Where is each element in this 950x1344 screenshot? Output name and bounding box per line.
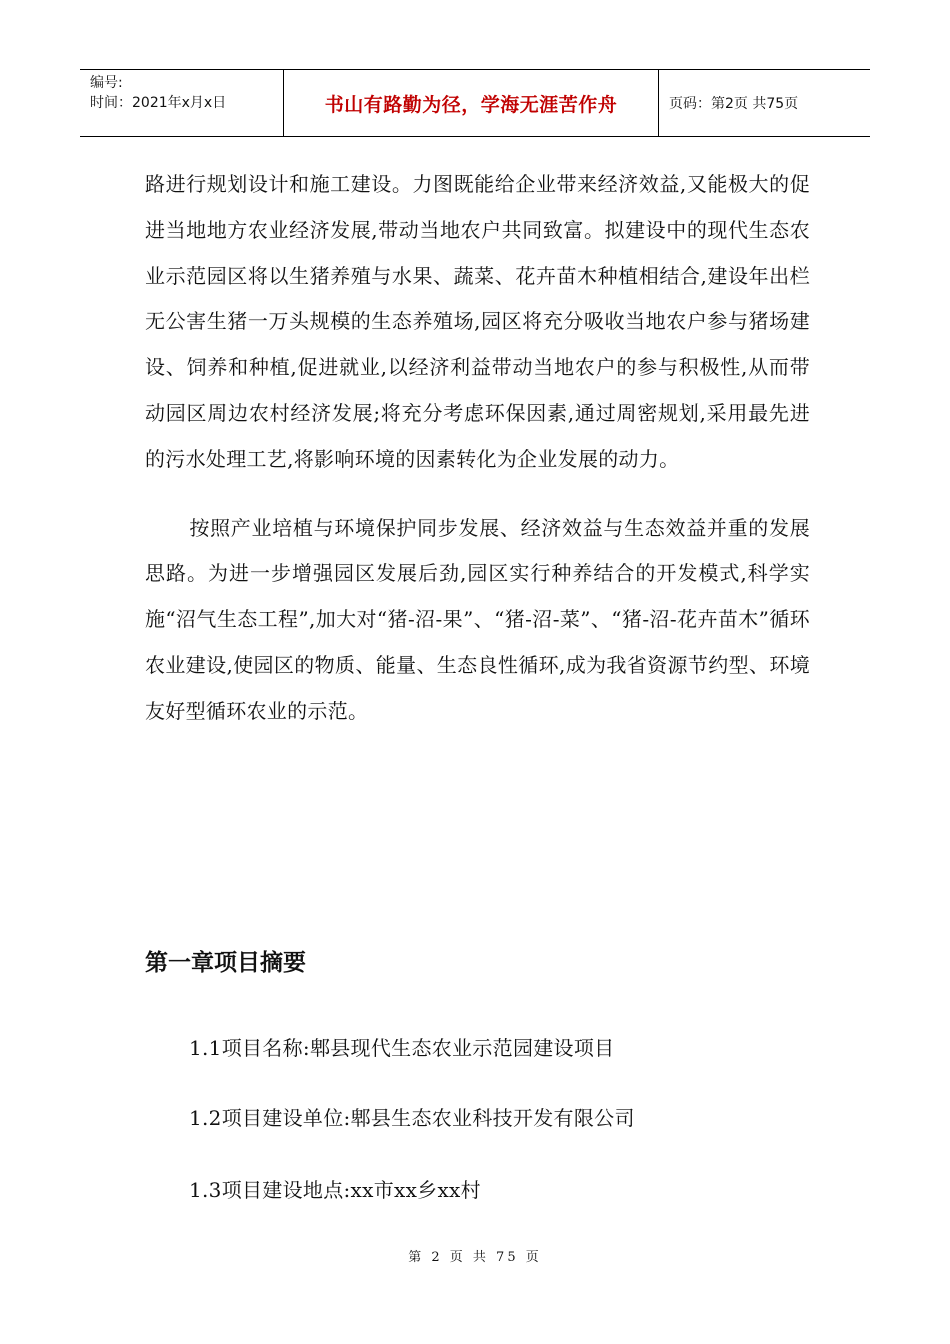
- header-page-info: 页码：第2页 共75页: [669, 96, 799, 112]
- project-unit-item: 1.2项目建设单位:郫县生态农业科技开发有限公司: [189, 1106, 635, 1130]
- project-name-item: 1.1项目名称:郫县现代生态农业示范园建设项目: [189, 1036, 615, 1060]
- header-motto: 书山有路勤为径，学海无涯苦作舟: [284, 70, 659, 136]
- chapter-title: 第一章项目摘要: [145, 950, 306, 976]
- header-meta: [80, 70, 284, 136]
- number-label: 编号:: [90, 75, 123, 91]
- project-location-item: 1.3项目建设地点:xx市xx乡xx村: [189, 1178, 481, 1202]
- document-body: [145, 162, 810, 1202]
- page-header: [80, 69, 870, 137]
- body-paragraph-2: [145, 506, 810, 735]
- body-paragraph: 路进行规划设计和施工建设。力图既能给企业带来经济效益,又能极大的促进当地地方农业经济发展,带动当地农户共同致富。拟建设中的现代生态农业示范园区将以生猪养殖与水果、蔬菜、花卉苗木种植相结合,建设年出栏无公害生猪一万头规模的生态养殖场,园区将充分吸收当地农户参与猪场建设、饲养和种植,促进就业,以经济利益带动当地农户的参与积极性,从而带动园区周边农村经济发展;将充分考虑环保因素,通过周密规划,采用最先进的污水处理工艺,将影响环境的因素转化为企业发展的动力。: [145, 172, 810, 471]
- page-footer: 第 2 页 共 75 页: [408, 1250, 542, 1265]
- paragraph-2-text: 按照产业培植与环境保护同步发展、经济效益与生态效益并重的发展思路。为进一步增强园区发展后劲,园区实行种养结合的开发模式,科学实施“沼气生态工程”,加大对“猪-沼-果”、“猪-沼-菜”、“猪-沼-花卉苗木”循环农业建设,使园区的物质、能量、生态良性循环,成为我省资源节约型、环境友好型循环农业的示范。: [145, 515, 810, 723]
- time-label: 时间：2021年x月x日: [90, 95, 227, 111]
